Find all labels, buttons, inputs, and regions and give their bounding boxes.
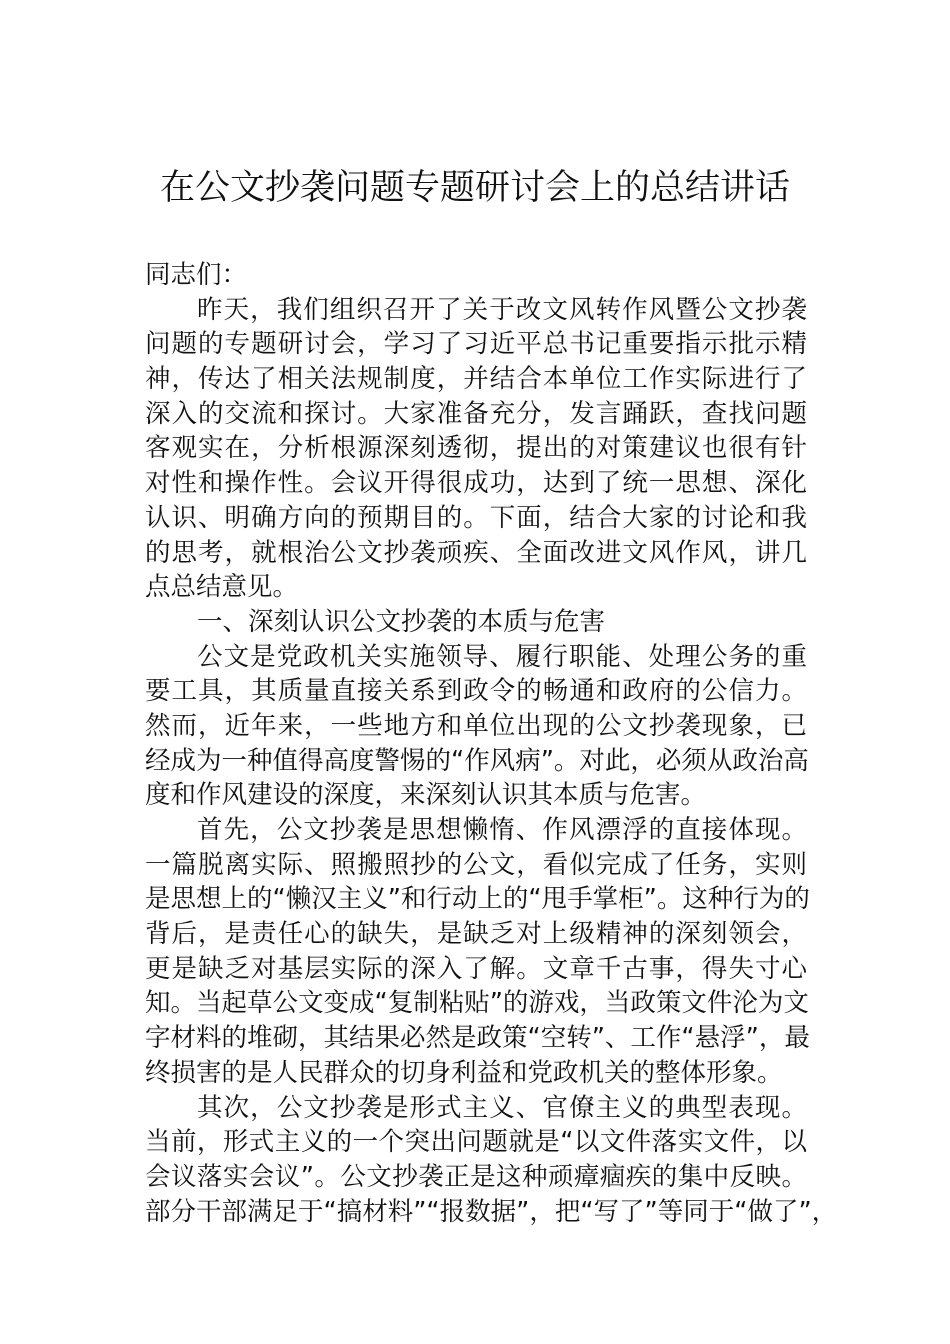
text-line: 认识、明确方向的预期目的。下面，结合大家的讨论和我 xyxy=(145,502,807,533)
text-line: 会议落实会议”。公文抄袭正是这种顽瘴痼疾的集中反映。 xyxy=(145,1161,807,1192)
text-line: 然而，近年来，一些地方和单位出现的公文抄袭现象，已 xyxy=(145,710,807,741)
text-line: 深入的交流和探讨。大家准备充分，发言踊跃，查找问题 xyxy=(145,398,807,429)
text-line: 字材料的堆砌，其结果必然是政策“空转”、工作“悬浮”，最 xyxy=(145,1023,810,1054)
text-line: 经成为一种值得高度警惕的“作风病”。对此，必须从政治高 xyxy=(145,745,809,776)
document-body xyxy=(145,258,838,1229)
text-line: 是思想上的“懒汉主义”和行动上的“甩手掌柜”。这种行为的 xyxy=(145,884,810,915)
text-line: 对性和操作性。会议开得很成功，达到了统一思想、深化 xyxy=(145,468,807,499)
text-line: 首先，公文抄袭是思想懒惰、作风漂浮的直接体现。 xyxy=(197,815,807,845)
document-title: 在公文抄袭问题专题研讨会上的总结讲话 xyxy=(159,168,790,208)
text-line: 部分干部满足于“搞材料”“报数据”，把“写了”等同于“做了”， xyxy=(145,1196,838,1227)
text-line: 同志们： xyxy=(145,260,248,290)
text-line: 度和作风建设的深度，来深刻认识其本质与危害。 xyxy=(145,780,707,811)
text-line: 神，传达了相关法规制度，并结合本单位工作实际进行了 xyxy=(145,364,807,395)
text-line: 的思考，就根治公文抄袭顽疾、全面改进文风作风，讲几 xyxy=(145,537,807,568)
text-line: 昨天，我们组织召开了关于改文风转作风暨公文抄袭 xyxy=(197,294,807,325)
text-line: 问题的专题研讨会，学习了习近平总书记重要指示批示精 xyxy=(145,329,807,360)
text-line: 公文是党政机关实施领导、履行职能、处理公务的重 xyxy=(197,641,807,672)
text-line: 客观实在，分析根源深刻透彻，提出的对策建议也很有针 xyxy=(145,433,807,464)
text-line: 更是缺乏对基层实际的深入了解。文章千古事，得失寸心 xyxy=(145,953,807,984)
text-line: 一、深刻认识公文抄袭的本质与危害 xyxy=(197,606,606,637)
text-line: 背后，是责任心的缺失，是缺乏对上级精神的深刻领会， xyxy=(145,919,807,950)
text-line: 知。当起草公文变成“复制粘贴”的游戏，当政策文件沦为文 xyxy=(145,988,809,1019)
text-line: 点总结意见。 xyxy=(145,572,299,603)
text-line: 当前，形式主义的一个突出问题就是“以文件落实文件，以 xyxy=(145,1127,807,1158)
text-line: 其次，公文抄袭是形式主义、官僚主义的典型表现。 xyxy=(197,1092,807,1123)
text-line: 一篇脱离实际、照搬照抄的公文，看似完成了任务，实则 xyxy=(145,849,807,880)
text-line: 终损害的是人民群众的切身利益和党政机关的整体形象。 xyxy=(145,1057,783,1088)
text-line: 要工具，其质量直接关系到政令的畅通和政府的公信力。 xyxy=(145,676,807,707)
